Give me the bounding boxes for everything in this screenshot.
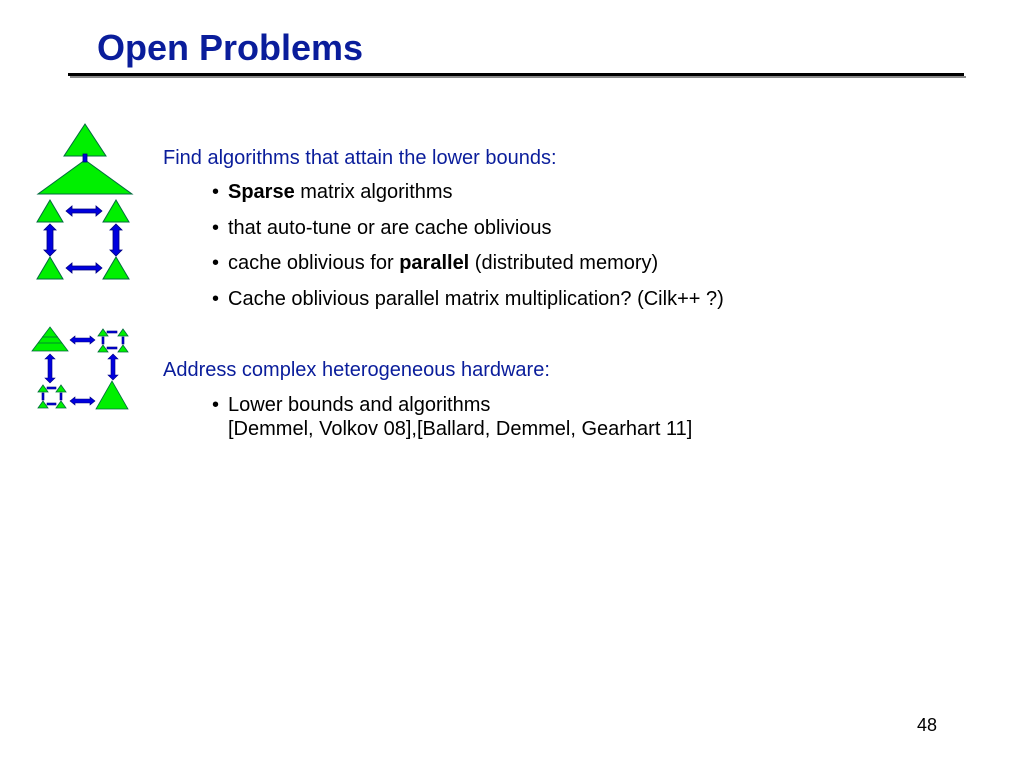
bullet-item-lower-bounds-refs: [202, 393, 692, 441]
section-heading-lower-bounds: Find algorithms that attain the lower bounds:: [163, 147, 557, 169]
title-rule-shadow: [70, 76, 966, 78]
bullet-text: Lower bounds and algorithms: [228, 394, 491, 416]
memory-hierarchy-parallel-diagram-icon: [30, 120, 140, 285]
bullet-text: that auto-tune or are cache oblivious: [228, 216, 552, 239]
bullet-bold-text: Sparse: [228, 181, 295, 203]
nested-heterogeneous-hierarchy-diagram-icon: [30, 325, 140, 415]
bullet-list-heterogeneous: [202, 393, 692, 453]
title-rule: [68, 73, 964, 76]
bullet-text: cache oblivious for: [228, 252, 400, 274]
bullet-dot: •: [212, 181, 220, 203]
bullet-item-autotune: [202, 216, 724, 240]
bullet-text: (distributed memory): [469, 252, 659, 274]
slide-title: Open Problems: [97, 27, 364, 68]
bullet-text: Cache oblivious parallel matrix multiplication? (Cilk++ ?): [228, 287, 724, 310]
bullet-dot: •: [212, 287, 220, 310]
bullet-bold-text: parallel: [399, 252, 470, 274]
section-heading-heterogeneous: Address complex heterogeneous hardware:: [163, 359, 550, 381]
bullet-item-parallel: [202, 251, 724, 275]
bullet-dot: •: [212, 394, 220, 416]
page-number: 48: [916, 715, 937, 735]
bullet-citation-text: [Demmel, Volkov 08],[Ballard, Demmel, Gearhart 11]: [228, 418, 693, 440]
bullet-item-cilk: [202, 287, 724, 311]
bullet-dot: •: [212, 252, 220, 274]
bullet-dot: •: [212, 216, 220, 239]
bullet-list-lower-bounds: [202, 180, 724, 322]
bullet-text: matrix algorithms: [294, 181, 453, 203]
bullet-item-sparse: [202, 180, 724, 204]
